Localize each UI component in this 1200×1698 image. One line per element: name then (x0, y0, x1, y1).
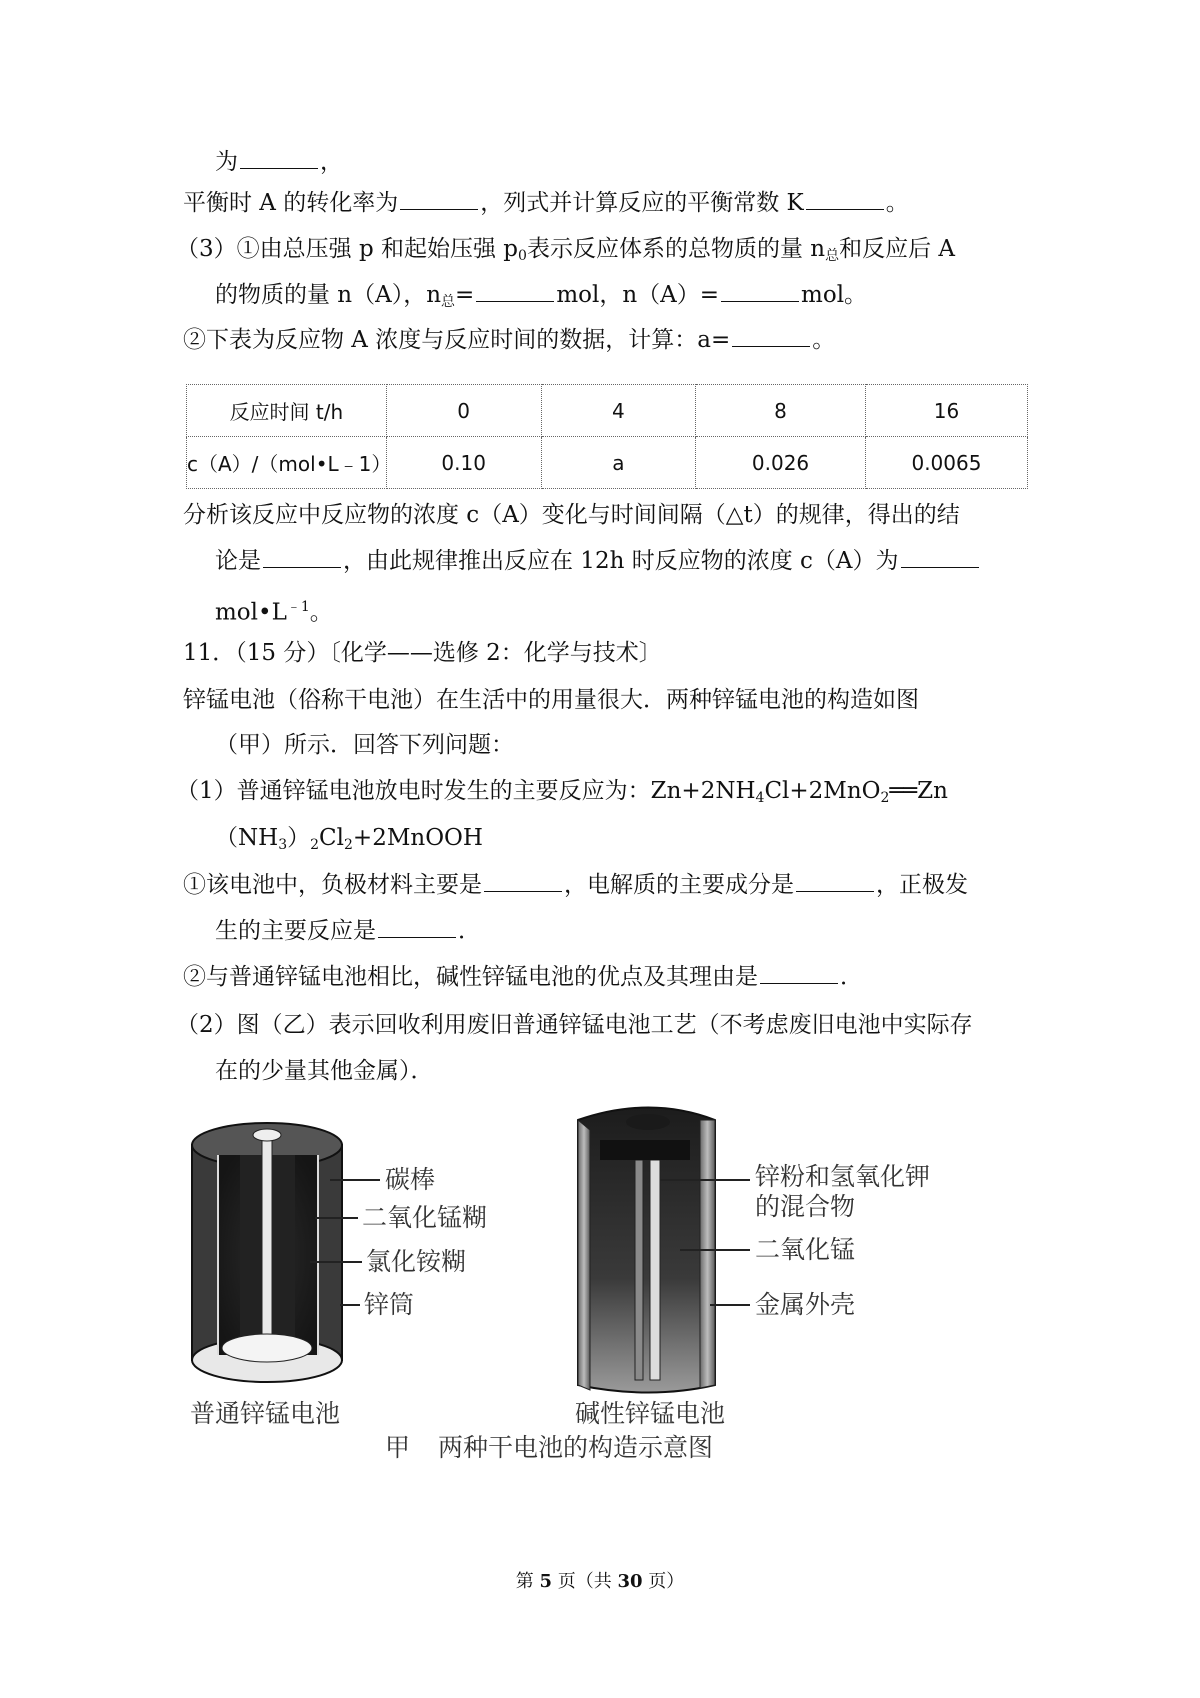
text: 和反应后 A (839, 236, 955, 262)
text-line (176, 775, 948, 814)
text: ①该电池中，负极材料主要是 (183, 872, 482, 898)
question-heading (183, 637, 662, 669)
subscript: 总 (441, 294, 456, 310)
label-nh4cl-paste: 氯化铵糊 (366, 1247, 467, 1276)
text: 表示反应体系的总物质的量 n (526, 236, 826, 262)
answer-blank[interactable] (240, 146, 318, 169)
text: +2MnOOH (352, 825, 483, 851)
text: ． (840, 964, 863, 990)
text: 。 (309, 599, 333, 626)
figure-tag: 甲 (385, 1433, 411, 1460)
text: mol•L (215, 599, 287, 626)
table-cell: 0.026 (696, 437, 866, 489)
text: （甲）所示．回答下列问题： (215, 732, 514, 758)
subscript: 0 (518, 248, 527, 264)
text-line (176, 1009, 973, 1041)
data-table (186, 384, 1028, 489)
text: （1）普通锌锰电池放电时发生的主要反应为：Zn+2NH (176, 778, 756, 804)
text: 为 (215, 149, 238, 175)
text: 分析该反应中反应物的浓度 c（A）变化与时间间隔（△t）的规律，得出的结 (183, 502, 960, 528)
subscript: 总 (825, 248, 840, 264)
battery-structure-figure (180, 1100, 1040, 1460)
text: 平衡时 A 的转化率为 (183, 190, 399, 216)
text-line (215, 729, 514, 761)
text-line (176, 233, 955, 272)
label-zinc-can: 锌筒 (364, 1290, 415, 1319)
page-total: 30 (617, 1571, 643, 1592)
table-cell: 0.10 (386, 437, 541, 489)
table-cell: 反应时间 t/h (187, 385, 387, 437)
text: ，电解质的主要成分是 (564, 872, 794, 898)
answer-blank[interactable] (806, 187, 884, 210)
text: 第 (515, 1571, 540, 1592)
label-mixture: 的混合物 (755, 1192, 856, 1221)
text: ，正极发 (876, 872, 968, 898)
answer-blank[interactable] (796, 869, 874, 892)
ordinary-battery-diagram (192, 1123, 342, 1382)
answer-blank[interactable] (721, 279, 799, 302)
table-cell: 0.0065 (865, 437, 1027, 489)
label-mno2-paste: 二氧化锰糊 (362, 1203, 488, 1232)
figure-caption: 两种干电池的构造示意图 (438, 1433, 714, 1460)
text: 。 (812, 327, 836, 353)
text: Cl (319, 825, 344, 851)
subscript: 2 (880, 790, 890, 806)
superscript: ﹣1 (286, 599, 310, 615)
page-footer (0, 1567, 1200, 1593)
text: mol，n（A）= (556, 282, 720, 308)
text: （2）图（乙）表示回收利用废旧普通锌锰电池工艺（不考虑废旧电池中实际存 (176, 1012, 973, 1038)
label-metal-shell: 金属外壳 (755, 1290, 856, 1319)
text-line (183, 187, 909, 219)
caption-alkaline-battery: 碱性锌锰电池 (575, 1399, 726, 1428)
text: ══Zn (889, 778, 948, 804)
text: 页） (642, 1571, 685, 1592)
caption-ordinary-battery: 普通锌锰电池 (190, 1399, 341, 1428)
text: 锌锰电池（俗称干电池）在生活中的用量很大．两种锌锰电池的构造如图 (183, 687, 919, 713)
table-cell: 8 (696, 385, 866, 437)
table-cell: c（A）/（mol•L﹣1） (187, 437, 387, 489)
answer-blank[interactable] (263, 545, 341, 568)
text-line (215, 146, 343, 178)
answer-blank[interactable] (378, 915, 456, 938)
answer-blank[interactable] (476, 279, 554, 302)
table-cell: 4 (541, 385, 696, 437)
answer-blank[interactable] (400, 187, 478, 210)
answer-blank[interactable] (760, 961, 838, 984)
text: mol。 (801, 282, 868, 308)
text: ，列式并计算反应的平衡常数 K (480, 190, 804, 216)
text: （NH (215, 825, 279, 851)
text: ） (287, 825, 311, 851)
answer-blank[interactable] (732, 324, 810, 347)
text: ，由此规律推出反应在 12h 时反应物的浓度 c（A）为 (343, 548, 899, 574)
text: ②与普通锌锰电池相比，碱性锌锰电池的优点及其理由是 (183, 964, 758, 990)
text: 。 (885, 190, 909, 216)
text-line (215, 545, 981, 577)
text: 论是 (215, 548, 261, 574)
text: ． (458, 918, 481, 944)
label-zinc-koh-mixture: 锌粉和氢氧化钾 (755, 1162, 931, 1191)
text-line (215, 279, 867, 318)
text-line (183, 324, 835, 356)
answer-blank[interactable] (901, 545, 979, 568)
text-line (183, 499, 960, 531)
text: 11．（15 分）〔化学——选修 2：化学与技术〕 (183, 640, 662, 666)
page-number: 5 (539, 1571, 552, 1592)
table-cell: 0 (386, 385, 541, 437)
text-line (215, 591, 333, 629)
table-cell: 16 (865, 385, 1027, 437)
text: 的物质的量 n（A），n (215, 282, 442, 308)
text: ②下表为反应物 A 浓度与反应时间的数据，计算：a= (183, 327, 731, 353)
table-cell: a (541, 437, 696, 489)
subscript: 2 (310, 837, 320, 853)
text: Cl+2MnO (764, 778, 881, 804)
text-line (183, 869, 968, 901)
label-mno2: 二氧化锰 (755, 1235, 856, 1264)
text: 页（共 (552, 1571, 618, 1592)
table-row (187, 385, 1028, 437)
answer-blank[interactable] (484, 869, 562, 892)
label-carbon-rod: 碳棒 (385, 1165, 436, 1194)
text-line (215, 915, 481, 947)
text: （3）①由总压强 p 和起始压强 p (176, 236, 519, 262)
text: 在的少量其他金属）． (215, 1058, 434, 1084)
subscript: 3 (278, 837, 288, 853)
text-line (215, 822, 483, 861)
text: ， (320, 149, 343, 175)
text-line (215, 1055, 434, 1087)
subscript: 4 (755, 790, 765, 806)
text: 生的主要反应是 (215, 918, 376, 944)
subscript: 2 (344, 837, 353, 853)
text-line (183, 961, 863, 993)
table-row (187, 437, 1028, 489)
text: = (455, 282, 475, 308)
text-line (183, 684, 919, 716)
